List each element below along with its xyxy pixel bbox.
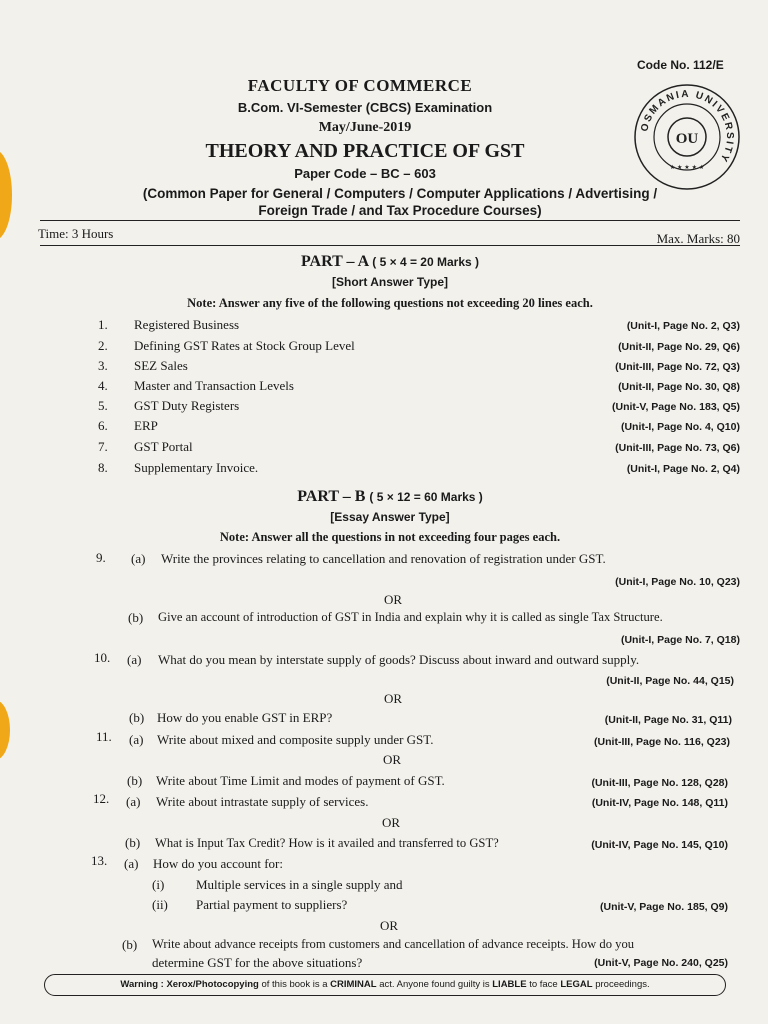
option-label: (a): [131, 551, 146, 566]
option-label: (b): [129, 710, 145, 725]
faculty-title: FACULTY OF COMMERCE: [247, 76, 473, 95]
option-label: (a): [124, 856, 139, 871]
list-item: 6. ERP (Unit-I, Page No. 4, Q10): [98, 418, 740, 433]
question-text: What do you mean by interstate supply of goods? Discuss about inward and outward supply.: [158, 652, 640, 667]
part-b-heading: PART – B ( 5 × 12 = 60 Marks ): [297, 488, 483, 505]
question-reference: (Unit-V, Page No. 240, Q25): [594, 957, 728, 969]
question-reference: (Unit-III, Page No. 116, Q23): [594, 736, 730, 748]
question-text: Write about advance receipts from customers and cancellation of advance receipts. How do you: [152, 937, 635, 951]
copyright-warning: Warning : Xerox/Photocopying of this book is a CRIMINAL act. Anyone found guilty is LIABLE to face LEGAL proceedings.: [44, 974, 726, 996]
common-paper-note: (Common Paper for General / Computers / Computer Applications / Advertising / Foreign Trade / and Tax Procedure Courses): [142, 186, 658, 218]
question-text: Multiple services in a single supply and: [196, 877, 403, 892]
question-text: Write about mixed and composite supply under GST.: [157, 732, 434, 747]
list-item: 7. GST Portal (Unit-III, Page No. 73, Q6): [98, 439, 740, 454]
question-text: Write about intrastate supply of services.: [156, 794, 369, 809]
part-b-type: [Essay Answer Type]: [330, 510, 450, 524]
option-label: (b): [122, 937, 138, 952]
part-a-heading: PART – A ( 5 × 4 = 20 Marks ): [300, 253, 480, 270]
question-number: 13.: [91, 853, 108, 868]
paper-code: Paper Code – BC – 603: [294, 166, 436, 181]
part-a-type: [Short Answer Type]: [331, 275, 448, 289]
question-text: How do you account for:: [153, 856, 283, 871]
list-item: 8. Supplementary Invoice. (Unit-I, Page No. 2, Q4): [98, 460, 740, 475]
sub-option-label: (i): [152, 877, 165, 892]
part-b-note: Note: Answer all the questions in not exceeding four pages each.: [219, 530, 561, 544]
question-reference: (Unit-V, Page No. 185, Q9): [600, 901, 728, 913]
option-label: (a): [129, 732, 144, 747]
page-edge-shadow: [0, 700, 10, 760]
or-separator: OR: [384, 691, 403, 706]
seal-ring-text: OSMANIA UNIVERSITY: [639, 88, 736, 165]
question-text: Partial payment to suppliers?: [196, 897, 348, 912]
divider: [40, 245, 740, 246]
question-number: 10.: [94, 650, 111, 665]
exam-title: B.Com. VI-Semester (CBCS) Examination: [237, 100, 493, 115]
seal-center-text: OU: [675, 131, 699, 147]
list-item: 3. SEZ Sales (Unit-III, Page No. 72, Q3): [98, 358, 740, 373]
divider: [40, 220, 740, 221]
list-item: 1. Registered Business (Unit-I, Page No. 2, Q3): [98, 317, 740, 332]
session: May/June-2019: [318, 120, 412, 135]
question-text: Write the provinces relating to cancellation and renovation of registration under GST.: [161, 551, 606, 566]
part-a-note: Note: Answer any five of the following questions not exceeding 20 lines each.: [187, 296, 593, 310]
option-label: (b): [125, 835, 141, 850]
or-separator: OR: [382, 815, 401, 830]
question-reference: (Unit-IV, Page No. 148, Q11): [591, 797, 728, 809]
question-number: 9.: [96, 550, 106, 565]
question-reference: (Unit-IV, Page No. 145, Q10): [591, 839, 728, 851]
question-reference: (Unit-II, Page No. 31, Q11): [604, 714, 732, 726]
option-label: (b): [128, 610, 144, 625]
question-text: Write about Time Limit and modes of payment of GST.: [156, 773, 445, 788]
or-separator: OR: [380, 918, 399, 933]
question-text: Give an account of introduction of GST in India and explain why it is called as single Tax Structure.: [158, 610, 663, 624]
page-edge-shadow: [0, 150, 12, 240]
question-reference: (Unit-III, Page No. 128, Q28): [591, 777, 728, 789]
code-number: Code No. 112/E: [637, 58, 724, 72]
or-separator: OR: [383, 752, 402, 767]
question-text: How do you enable GST in ERP?: [157, 710, 333, 725]
max-marks: Max. Marks: 80: [656, 231, 740, 246]
question-text: What is Input Tax Credit? How is it availed and transferred to GST?: [155, 836, 499, 850]
question-reference: (Unit-I, Page No. 7, Q18): [620, 634, 740, 646]
option-label: (a): [127, 652, 142, 667]
list-item: 2. Defining GST Rates at Stock Group Level (Unit-II, Page No. 29, Q6): [98, 338, 740, 353]
option-label: (b): [127, 773, 143, 788]
question-text: determine GST for the above situations?: [152, 955, 363, 970]
subject-title: THEORY AND PRACTICE OF GST: [205, 140, 525, 162]
list-item: 5. GST Duty Registers (Unit-V, Page No. 183, Q5): [98, 398, 740, 413]
or-separator: OR: [384, 592, 403, 607]
list-item: 4. Master and Transaction Levels (Unit-II, Page No. 30, Q8): [98, 378, 740, 393]
time-allowed: Time: 3 Hours: [38, 226, 114, 241]
question-number: 11.: [96, 729, 112, 744]
option-label: (a): [126, 794, 141, 809]
seal-stars: ★ ★ ★ ★ ★: [669, 164, 705, 171]
question-reference: (Unit-II, Page No. 44, Q15): [606, 675, 734, 687]
question-reference: (Unit-I, Page No. 10, Q23): [615, 576, 740, 588]
sub-option-label: (ii): [152, 897, 168, 912]
question-number: 12.: [93, 791, 110, 806]
